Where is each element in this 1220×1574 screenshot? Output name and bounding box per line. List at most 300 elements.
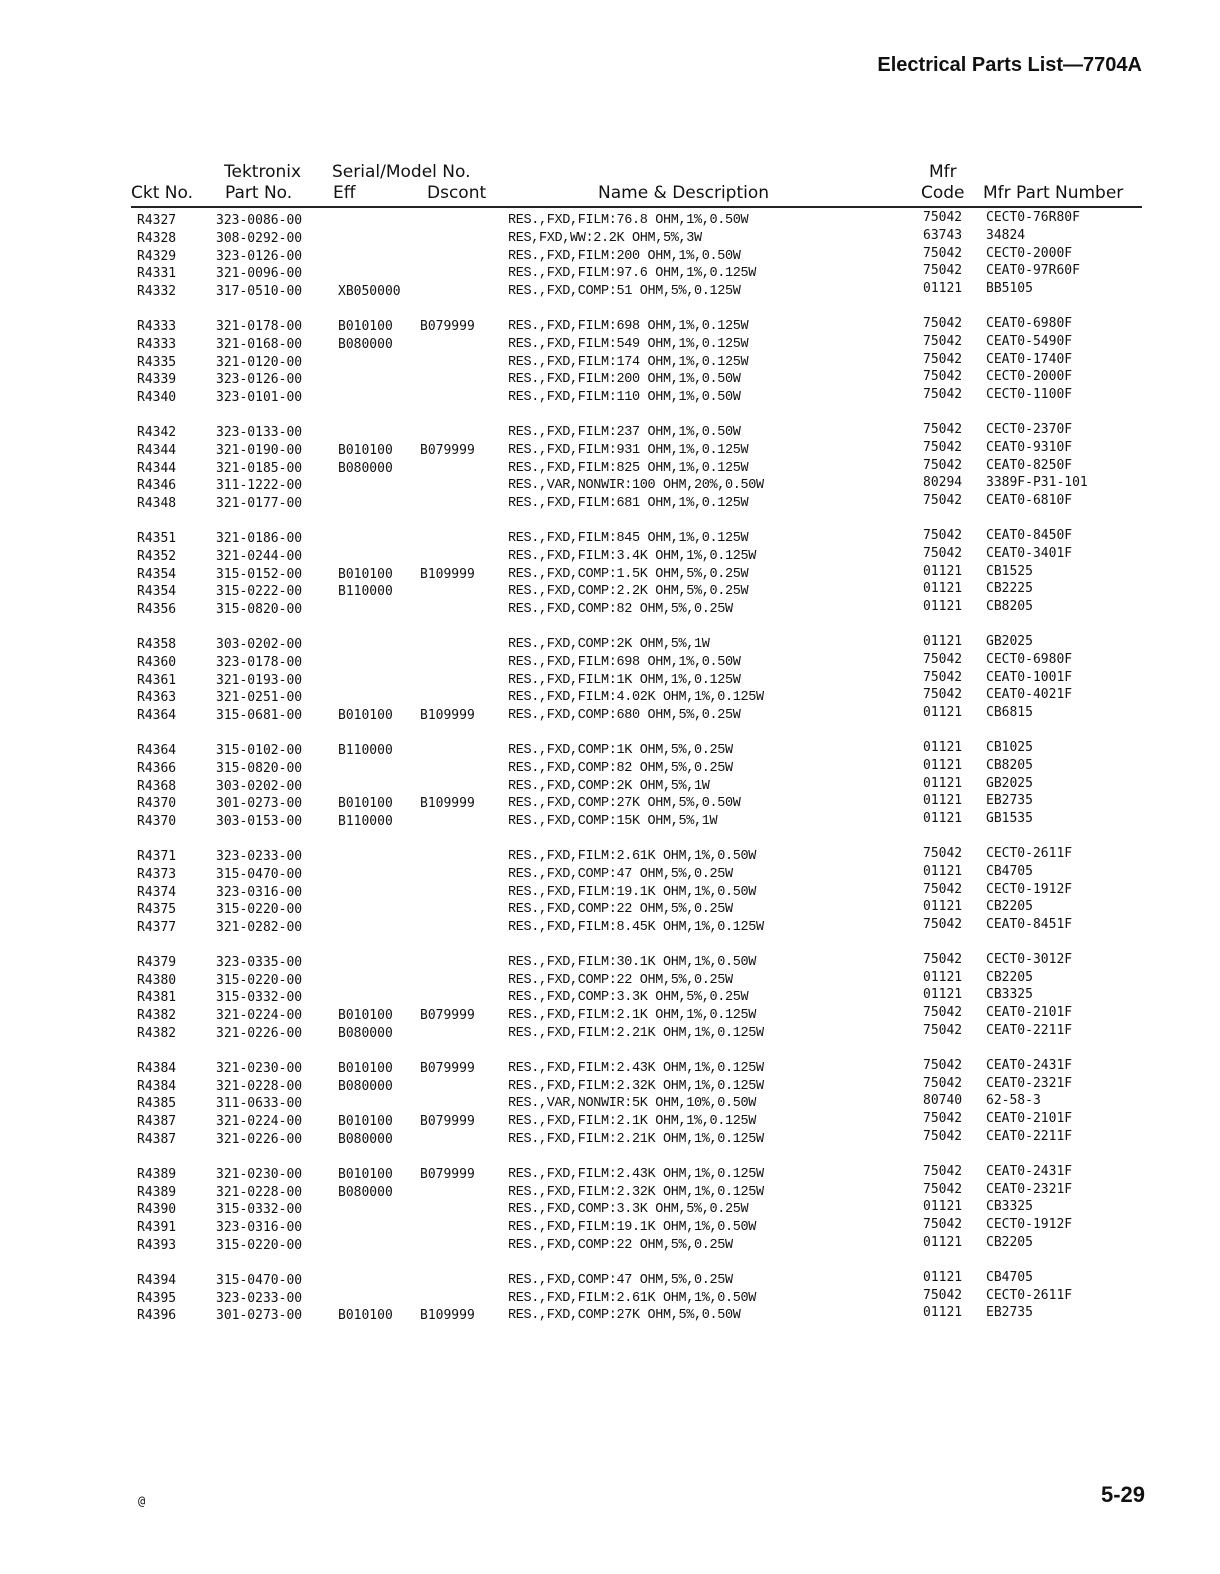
part-no: 315-0332-00 (216, 1202, 303, 1218)
part-no: 323-0335-00 (216, 954, 303, 970)
mfr-code: 01121 (923, 793, 963, 809)
ckt-no: R4384 (137, 1078, 177, 1094)
mfr-part-number: CECT0-3012F (986, 951, 1073, 967)
mfr-code: 01121 (923, 863, 963, 879)
table-row (0, 583, 1220, 601)
table-row (0, 845, 1220, 866)
description: RES.,FXD,FILM:174 OHM,1%,0.125W (508, 354, 749, 370)
ckt-no: R4351 (137, 530, 177, 546)
mfr-part-number: CECT0-76R80F (986, 210, 1080, 225)
part-no: 321-0224-00 (216, 1008, 303, 1024)
dscont-serial: B079999 (420, 1060, 475, 1076)
header-serial-model: Serial/Model No. (332, 162, 471, 182)
ckt-no: R4382 (137, 1008, 177, 1024)
part-no: 323-0233-00 (216, 848, 303, 864)
description: RES.,FXD,COMP:27K OHM,5%,0.50W (508, 796, 741, 812)
mfr-part-number: BB5105 (986, 281, 1033, 297)
mfr-part-number: CB1525 (986, 563, 1033, 579)
part-no: 321-0230-00 (216, 1166, 303, 1182)
part-no: 315-0152-00 (216, 566, 303, 582)
part-no: 323-0178-00 (216, 654, 303, 670)
mfr-part-number: CB2205 (986, 899, 1033, 915)
mfr-part-number: CECT0-1912F (986, 881, 1073, 897)
description: RES.,FXD,FILM:2.61K OHM,1%,0.50W (508, 848, 757, 864)
ckt-no: R4374 (137, 884, 177, 900)
mfr-code: 01121 (923, 739, 963, 755)
mfr-code: 75042 (923, 421, 963, 437)
ckt-no: R4363 (137, 690, 177, 706)
dscont-serial: B109999 (420, 566, 475, 582)
eff-serial: B010100 (338, 1166, 393, 1182)
part-no: 321-0228-00 (216, 1078, 303, 1094)
description: RES.,FXD,FILM:2.43K OHM,1%,0.125W (508, 1060, 764, 1076)
mfr-code: 75042 (923, 1217, 963, 1233)
description: RES.,FXD,FILM:2.32K OHM,1%,0.125W (508, 1184, 764, 1200)
part-no: 321-0193-00 (216, 672, 303, 688)
eff-serial: B010100 (338, 1060, 393, 1076)
mfr-part-number: CECT0-2611F (986, 1287, 1073, 1303)
ckt-no: R4354 (137, 584, 177, 600)
mfr-part-number: CEAT0-2321F (986, 1075, 1073, 1091)
part-no: 315-0222-00 (216, 584, 303, 600)
description: RES.,FXD,FILM:698 OHM,1%,0.125W (508, 318, 749, 334)
mfr-part-number: CECT0-6980F (986, 651, 1073, 667)
table-row (0, 757, 1220, 778)
table-row (0, 389, 1220, 407)
description: RES.,FXD,FILM:2.32K OHM,1%,0.125W (508, 1078, 764, 1094)
header-code: Code (921, 183, 965, 203)
table-row (0, 495, 1220, 513)
mfr-part-number: CECT0-2611F (986, 845, 1073, 861)
mfr-part-number: CB6815 (986, 705, 1033, 721)
mfr-part-number: CB4705 (986, 863, 1033, 879)
table-row (0, 881, 1220, 902)
description: RES.,FXD,FILM:1K OHM,1%,0.125W (508, 672, 741, 688)
mfr-code: 01121 (923, 775, 963, 791)
part-no: 323-0316-00 (216, 884, 303, 900)
description: RES.,FXD,COMP:2K OHM,5%,1W (508, 778, 710, 794)
ckt-no: R4368 (137, 778, 177, 794)
description: RES.,FXD,COMP:22 OHM,5%,0.25W (508, 902, 733, 918)
footer-mark: @ (138, 1494, 146, 1508)
eff-serial: B080000 (338, 336, 393, 352)
ckt-no: R4344 (137, 442, 177, 458)
ckt-no: R4387 (137, 1132, 177, 1148)
part-no: 321-0186-00 (216, 530, 303, 546)
mfr-code: 01121 (923, 1199, 963, 1215)
table-row (0, 707, 1220, 725)
eff-serial: B010100 (338, 1114, 393, 1130)
mfr-code: 01121 (923, 281, 963, 297)
dscont-serial: B109999 (420, 708, 475, 724)
table-row (0, 1287, 1220, 1308)
parts-group (0, 739, 1220, 831)
mfr-part-number: CEAT0-1740F (986, 351, 1073, 367)
description: RES.,FXD,FILM:4.02K OHM,1%,0.125W (508, 690, 764, 706)
mfr-code: 75042 (923, 457, 963, 473)
mfr-part-number: CB8205 (986, 757, 1033, 773)
mfr-code: 75042 (923, 1075, 963, 1091)
ckt-no: R4391 (137, 1220, 177, 1236)
mfr-code: 75042 (923, 333, 963, 349)
description: RES.,FXD,COMP:27K OHM,5%,0.50W (508, 1308, 741, 1324)
ckt-no: R4385 (137, 1096, 177, 1112)
part-no: 301-0273-00 (216, 1308, 303, 1324)
header-part-no: Part No. (225, 183, 293, 203)
part-no: 321-0230-00 (216, 1060, 303, 1076)
part-no: 315-0681-00 (216, 708, 303, 724)
mfr-code: 75042 (923, 669, 963, 685)
mfr-code: 75042 (923, 545, 963, 561)
part-no: 303-0153-00 (216, 814, 303, 830)
description: RES.,FXD,FILM:76.8 OHM,1%,0.50W (508, 213, 749, 228)
header-dscont: Dscont (427, 183, 487, 203)
mfr-code: 01121 (923, 563, 963, 579)
part-no: 317-0510-00 (216, 284, 303, 300)
part-no: 323-0133-00 (216, 424, 303, 440)
mfr-part-number: CEAT0-5490F (986, 333, 1073, 349)
part-no: 323-0316-00 (216, 1220, 303, 1236)
mfr-code: 75042 (923, 1163, 963, 1179)
mfr-part-number: CB4705 (986, 1269, 1033, 1285)
mfr-code: 75042 (923, 387, 963, 403)
mfr-code: 75042 (923, 881, 963, 897)
ckt-no: R4348 (137, 496, 177, 512)
mfr-code: 75042 (923, 263, 963, 279)
ckt-no: R4379 (137, 954, 177, 970)
mfr-code: 75042 (923, 1287, 963, 1303)
ckt-no: R4375 (137, 902, 177, 918)
description: RES.,FXD,COMP:82 OHM,5%,0.25W (508, 602, 733, 618)
part-no: 321-0224-00 (216, 1114, 303, 1130)
parts-group (0, 951, 1220, 1043)
mfr-code: 75042 (923, 845, 963, 861)
description: RES.,FXD,FILM:931 OHM,1%,0.125W (508, 442, 749, 458)
part-no: 323-0086-00 (216, 213, 303, 228)
description: RES.,VAR,NONWIR:5K OHM,10%,0.50W (508, 1096, 757, 1112)
ckt-no: R4364 (137, 742, 177, 758)
part-no: 315-0470-00 (216, 866, 303, 882)
mfr-code: 75042 (923, 315, 963, 331)
description: RES,FXD,WW:2.2K OHM,5%,3W (508, 230, 702, 246)
mfr-code: 75042 (923, 245, 963, 261)
mfr-part-number: GB1535 (986, 811, 1033, 827)
mfr-part-number: 34824 (986, 227, 1026, 243)
parts-group (0, 1163, 1220, 1255)
table-row (0, 951, 1220, 972)
mfr-code: 75042 (923, 687, 963, 703)
part-no: 323-0101-00 (216, 390, 303, 406)
part-no: 321-0178-00 (216, 318, 303, 334)
description: RES.,FXD,COMP:3.3K OHM,5%,0.25W (508, 1202, 749, 1218)
mfr-part-number: CB3325 (986, 1199, 1033, 1215)
page-title: Electrical Parts List—7704A (877, 54, 1142, 76)
table-row (0, 563, 1220, 584)
ckt-no: R4382 (137, 1026, 177, 1042)
description: RES.,FXD,FILM:549 OHM,1%,0.125W (508, 336, 749, 352)
description: RES.,FXD,FILM:2.21K OHM,1%,0.125W (508, 1026, 764, 1042)
ckt-no: R4377 (137, 920, 177, 936)
mfr-code: 75042 (923, 351, 963, 367)
table-row (0, 919, 1220, 937)
mfr-code: 75042 (923, 651, 963, 667)
mfr-code: 63743 (923, 227, 963, 243)
dscont-serial: B079999 (420, 1166, 475, 1182)
eff-serial: B010100 (338, 566, 393, 582)
page-number: 5-29 (1101, 1482, 1146, 1507)
mfr-code: 01121 (923, 969, 963, 985)
ckt-no: R4389 (137, 1166, 177, 1182)
description: RES.,FXD,COMP:2.2K OHM,5%,0.25W (508, 584, 749, 600)
description: RES.,FXD,FILM:2.43K OHM,1%,0.125W (508, 1166, 764, 1182)
mfr-part-number: CEAT0-2211F (986, 1023, 1073, 1039)
ckt-no: R4371 (137, 848, 177, 864)
mfr-code: 01121 (923, 633, 963, 649)
ckt-no: R4370 (137, 814, 177, 830)
part-no: 311-0633-00 (216, 1096, 303, 1112)
mfr-code: 80740 (923, 1093, 963, 1109)
part-no: 323-0233-00 (216, 1290, 303, 1306)
mfr-code: 01121 (923, 1305, 963, 1321)
mfr-part-number: CEAT0-6980F (986, 315, 1073, 331)
ckt-no: R4393 (137, 1238, 177, 1254)
table-row (0, 212, 1220, 230)
part-no: 321-0226-00 (216, 1026, 303, 1042)
part-no: 321-0096-00 (216, 266, 303, 282)
mfr-code: 01121 (923, 899, 963, 915)
eff-serial: B010100 (338, 796, 393, 812)
eff-serial: B080000 (338, 1132, 393, 1148)
part-no: 321-0120-00 (216, 354, 303, 370)
ckt-no: R4335 (137, 354, 177, 370)
part-no: 315-0470-00 (216, 1272, 303, 1288)
description: RES.,FXD,FILM:2.1K OHM,1%,0.125W (508, 1008, 757, 1024)
dscont-serial: B109999 (420, 1308, 475, 1324)
mfr-part-number: CEAT0-9310F (986, 439, 1073, 455)
mfr-part-number: CECT0-2000F (986, 369, 1073, 385)
part-no: 321-0282-00 (216, 920, 303, 936)
mfr-part-number: CEAT0-3401F (986, 545, 1073, 561)
part-no: 315-0102-00 (216, 742, 303, 758)
mfr-code: 75042 (923, 1023, 963, 1039)
table-row (0, 601, 1220, 619)
description: RES.,FXD,FILM:825 OHM,1%,0.125W (508, 460, 749, 476)
mfr-part-number: CEAT0-8250F (986, 457, 1073, 473)
ckt-no: R4346 (137, 478, 177, 494)
description: RES.,FXD,FILM:3.4K OHM,1%,0.125W (508, 548, 757, 564)
part-no: 303-0202-00 (216, 778, 303, 794)
ckt-no: R4342 (137, 424, 177, 440)
description: RES.,FXD,FILM:845 OHM,1%,0.125W (508, 530, 749, 546)
ckt-no: R4384 (137, 1060, 177, 1076)
mfr-code: 75042 (923, 369, 963, 385)
eff-serial: B110000 (338, 814, 393, 830)
mfr-code: 75042 (923, 1057, 963, 1073)
ckt-no: R4339 (137, 372, 177, 388)
table-row (0, 969, 1220, 990)
description: RES.,FXD,COMP:47 OHM,5%,0.25W (508, 866, 733, 882)
ckt-no: R4396 (137, 1308, 177, 1324)
mfr-part-number: CEAT0-97R60F (986, 263, 1080, 279)
ckt-no: R4361 (137, 672, 177, 688)
dscont-serial: B079999 (420, 318, 475, 334)
eff-serial: B110000 (338, 742, 393, 758)
mfr-part-number: CEAT0-2431F (986, 1163, 1073, 1179)
ckt-no: R4380 (137, 972, 177, 988)
parts-group (0, 633, 1220, 725)
description: RES.,FXD,COMP:1.5K OHM,5%,0.25W (508, 566, 749, 582)
part-no: 315-0820-00 (216, 602, 303, 618)
ckt-no: R4395 (137, 1290, 177, 1306)
ckt-no: R4360 (137, 654, 177, 670)
description: RES.,FXD,COMP:2K OHM,5%,1W (508, 636, 710, 652)
description: RES.,FXD,FILM:200 OHM,1%,0.50W (508, 372, 741, 388)
mfr-code: 75042 (923, 527, 963, 543)
mfr-part-number: CB8205 (986, 599, 1033, 615)
ckt-no: R4328 (137, 230, 177, 246)
ckt-no: R4373 (137, 866, 177, 882)
description: RES.,FXD,COMP:47 OHM,5%,0.25W (508, 1272, 733, 1288)
table-row (0, 265, 1220, 283)
mfr-code: 75042 (923, 210, 963, 225)
mfr-code: 01121 (923, 987, 963, 1003)
table-row (0, 689, 1220, 707)
description: RES.,FXD,FILM:97.6 OHM,1%,0.125W (508, 266, 757, 282)
table-row (0, 1181, 1220, 1202)
ckt-no: R4329 (137, 248, 177, 264)
description: RES.,FXD,COMP:3.3K OHM,5%,0.25W (508, 990, 749, 1006)
header-rule (131, 206, 1142, 208)
ckt-no: R4352 (137, 548, 177, 564)
eff-serial: B080000 (338, 460, 393, 476)
description: RES.,FXD,COMP:51 OHM,5%,0.125W (508, 284, 741, 300)
ckt-no: R4327 (137, 213, 177, 228)
description: RES.,FXD,FILM:200 OHM,1%,0.50W (508, 248, 741, 264)
ckt-no: R4332 (137, 284, 177, 300)
dscont-serial: B079999 (420, 1114, 475, 1130)
eff-serial: B080000 (338, 1026, 393, 1042)
description: RES.,FXD,COMP:22 OHM,5%,0.25W (508, 972, 733, 988)
mfr-part-number: CEAT0-2101F (986, 1111, 1073, 1127)
mfr-code: 75042 (923, 439, 963, 455)
header-ckt-no: Ckt No. (131, 183, 194, 203)
part-no: 315-0220-00 (216, 902, 303, 918)
ckt-no: R4333 (137, 318, 177, 334)
part-no: 315-0820-00 (216, 760, 303, 776)
mfr-code: 75042 (923, 1129, 963, 1145)
mfr-part-number: CB1025 (986, 739, 1033, 755)
mfr-part-number: CB2205 (986, 969, 1033, 985)
mfr-part-number: 3389F-P31-101 (986, 475, 1088, 491)
part-no: 311-1222-00 (216, 478, 303, 494)
description: RES.,VAR,NONWIR:100 OHM,20%,0.50W (508, 478, 764, 494)
description: RES.,FXD,FILM:2.21K OHM,1%,0.125W (508, 1132, 764, 1148)
description: RES.,FXD,COMP:680 OHM,5%,0.25W (508, 708, 741, 724)
ckt-no: R4364 (137, 708, 177, 724)
mfr-code: 75042 (923, 1005, 963, 1021)
table-row (0, 545, 1220, 566)
mfr-code: 75042 (923, 951, 963, 967)
mfr-part-number: EB2735 (986, 793, 1033, 809)
description: RES.,FXD,FILM:30.1K OHM,1%,0.50W (508, 954, 757, 970)
table-row (0, 1237, 1220, 1255)
eff-serial: B010100 (338, 318, 393, 334)
description: RES.,FXD,FILM:8.45K OHM,1%,0.125W (508, 920, 764, 936)
part-no: 321-0228-00 (216, 1184, 303, 1200)
part-no: 315-0220-00 (216, 1238, 303, 1254)
description: RES.,FXD,COMP:15K OHM,5%,1W (508, 814, 718, 830)
part-no: 321-0185-00 (216, 460, 303, 476)
part-no: 315-0220-00 (216, 972, 303, 988)
dscont-serial: B079999 (420, 1008, 475, 1024)
mfr-part-number: CEAT0-2431F (986, 1057, 1073, 1073)
mfr-part-number: CECT0-1912F (986, 1217, 1073, 1233)
mfr-code: 80294 (923, 475, 963, 491)
eff-serial: B080000 (338, 1078, 393, 1094)
mfr-code: 75042 (923, 493, 963, 509)
eff-serial: B010100 (338, 442, 393, 458)
description: RES.,FXD,FILM:19.1K OHM,1%,0.50W (508, 1220, 757, 1236)
description: RES.,FXD,FILM:698 OHM,1%,0.50W (508, 654, 741, 670)
mfr-code: 01121 (923, 581, 963, 597)
description: RES.,FXD,COMP:82 OHM,5%,0.25W (508, 760, 733, 776)
mfr-part-number: EB2735 (986, 1305, 1033, 1321)
ckt-no: R4344 (137, 460, 177, 476)
part-no: 321-0226-00 (216, 1132, 303, 1148)
parts-group (0, 845, 1220, 937)
table-row (0, 775, 1220, 796)
eff-serial: B010100 (338, 708, 393, 724)
ckt-no: R4390 (137, 1202, 177, 1218)
description: RES.,FXD,FILM:681 OHM,1%,0.125W (508, 496, 749, 512)
table-row (0, 1025, 1220, 1043)
header-eff: Eff (333, 183, 356, 203)
part-no: 315-0332-00 (216, 990, 303, 1006)
eff-serial: B010100 (338, 1308, 393, 1324)
part-no: 323-0126-00 (216, 248, 303, 264)
mfr-code: 01121 (923, 705, 963, 721)
parts-list (0, 212, 1220, 1342)
part-no: 308-0292-00 (216, 230, 303, 246)
part-no: 321-0177-00 (216, 496, 303, 512)
mfr-code: 01121 (923, 1235, 963, 1251)
ckt-no: R4389 (137, 1184, 177, 1200)
part-no: 321-0168-00 (216, 336, 303, 352)
ckt-no: R4381 (137, 990, 177, 1006)
mfr-code: 01121 (923, 1269, 963, 1285)
table-row (0, 1307, 1220, 1325)
part-no: 303-0202-00 (216, 636, 303, 652)
mfr-part-number: CEAT0-2101F (986, 1005, 1073, 1021)
table-row (0, 1219, 1220, 1237)
ckt-no: R4340 (137, 390, 177, 406)
mfr-part-number: CEAT0-8451F (986, 917, 1073, 933)
mfr-part-number: GB2025 (986, 633, 1033, 649)
parts-group (0, 315, 1220, 407)
description: RES.,FXD,FILM:19.1K OHM,1%,0.50W (508, 884, 757, 900)
mfr-part-number: CEAT0-1001F (986, 669, 1073, 685)
parts-group (0, 527, 1220, 619)
part-no: 321-0190-00 (216, 442, 303, 458)
description: RES.,FXD,COMP:22 OHM,5%,0.25W (508, 1238, 733, 1254)
mfr-code: 75042 (923, 1111, 963, 1127)
eff-serial: B110000 (338, 584, 393, 600)
part-no: 321-0244-00 (216, 548, 303, 564)
mfr-code: 75042 (923, 917, 963, 933)
mfr-part-number: 62-58-3 (986, 1093, 1041, 1109)
ckt-no: R4333 (137, 336, 177, 352)
mfr-part-number: CECT0-1100F (986, 387, 1073, 403)
